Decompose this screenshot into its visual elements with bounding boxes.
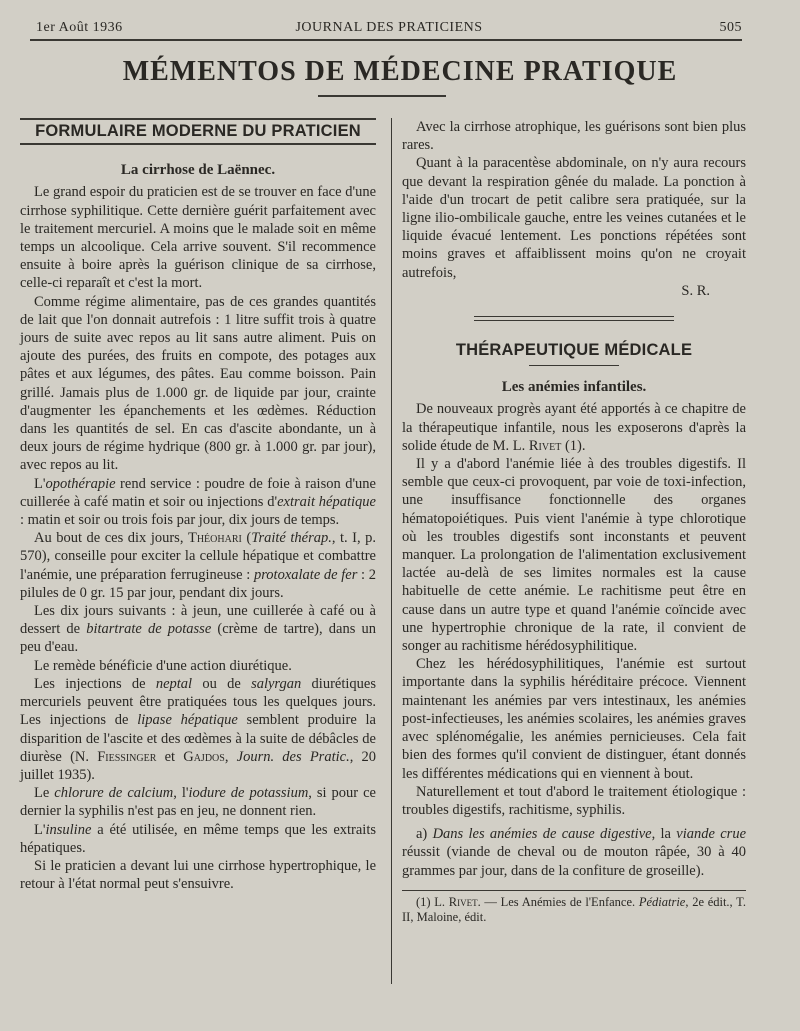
italic-term: bitartrate de potasse (86, 621, 212, 638)
signature: S. R. (681, 282, 710, 299)
author-name: Rivet (448, 894, 478, 909)
issue-date: 1er Août 1936 (36, 20, 123, 35)
author-name: Théohari (187, 530, 242, 547)
author-name: Gajdos (183, 748, 225, 765)
paragraph: L'opothérapie rend service : poudre de foie à raison d'une cuillerée à café matin et soir ou injections d'extrait hépatique : matin et soir ou trois fois par jour, dix jours de temps. (20, 475, 376, 529)
right-column (402, 118, 746, 925)
italic-term: opothérapie (45, 475, 116, 492)
paragraph: Le remède bénéficie d'une action diurétique. (34, 657, 292, 674)
italic-term: iodure de potassium (188, 785, 309, 802)
paragraph: Les injections de neptal ou de salyrgan diurétiques mercuriels peuvent être pratiquées tous les quelques jours. Les injections de lipase hépatique semblent produire la disparition de l'ascite et des œdèmes à la suite de débâcles de diurèse (N. Fiessinger et Gajdos, Journ. des Pratic., 20 juillet 1935). (20, 675, 377, 783)
paragraph: Il y a d'abord l'anémie liée à des troubles digestifs. Il semble que ceux-ci provoquent, par voie de toxi-infection, une insuffisance fonctionnelle des organes hématopoiétiques. Puis vient l'anémie à type chlorotique où les troubles digestifs sont inconstants et peuvent manquer. La prolongation de l'alimentation exclusivement lactée au-delà de ses limites normales est la cause habituelle de cette anémie. Le rachitisme peut être en cause dans un autre type et quand l'anémie coïncide avec une hypertrophie chronique de la rate, il convient de songer au rachitisme hérédosyphilitique. (402, 456, 746, 655)
header-rule (30, 39, 742, 41)
italic-term: viande crue (676, 826, 746, 843)
italic-term: extrait hépatique (277, 493, 376, 510)
paragraph: Le grand espoir du praticien est de se trouver en face d'une cirrhose syphilitique. Cette dernière guérit parfaitement avec le traitement mercuriel. A moins que le malade soit en même temps un alcoolique. Cela arrive souvent. S'il recommence ensuite à boire après la guérison clinique de sa cirrhose, celle-ci reparaît et c'est la mort. (20, 184, 376, 292)
italic-term: Journ. des Pratic. (236, 748, 350, 765)
paragraph: Au bout de ces dix jours, Théohari (Traité thérap., t. I, p. 570), conseille pour exciter la cellule hépatique et combattre l'anémie, une préparation ferrugineuse : protoxalate de fer : 2 pilules de 0 gr. 15 par jour, pendant dix jours. (20, 530, 377, 601)
italic-term: lipase hépatique (137, 712, 238, 729)
section-heading-formulaire: FORMULAIRE MODERNE DU PRATICIEN (20, 118, 376, 145)
article-subheading-cirrhose: La cirrhose de Laënnec. (120, 162, 276, 179)
paragraph: Le chlorure de calcium, l'iodure de potassium, si pour ce dernier la syphilis n'est pas en jeu, ne donnent rien. (20, 785, 376, 820)
italic-term: Pédiatrie (638, 894, 686, 909)
journal-name: JOURNAL DES PRATICIENS (295, 20, 483, 35)
left-column (20, 118, 376, 893)
paragraph: Les dix jours suivants : à jeun, une cuillerée à café ou à dessert de bitartrate de potasse (crème de tartre), dans un peu d'eau. (20, 603, 376, 656)
italic-term: protoxalate de fer (253, 566, 358, 583)
author-name: Fiessinger (97, 748, 157, 765)
footnote-rule (402, 890, 746, 891)
article-subheading-anemies: Les anémies infantiles. (501, 379, 647, 396)
title-rule (318, 95, 446, 97)
section-separator (474, 316, 674, 321)
paragraph: Avec la cirrhose atrophique, les guérisons sont bien plus rares. (402, 119, 746, 154)
column-divider (391, 118, 392, 984)
paragraph: Comme régime alimentaire, pas de ces grandes quantités de lait que l'on donnait autrefois : 1 litre suffit trois à quatre jours de suite avec repos au lit sans autre aliment. Puis on ajoute des purées, des fruits en compote, des potages aux pâtes et aux légumes, des pâtes. Eau comme boisson. Pain grillé. Jamais plus de 1.000 gr. de liquide par jour, crainte d'augmenter les épanchements et les œdèmes. Réduction dans les quantités de sel. En cas d'ascite abondante, un à deux jours de régime hydrique (800 gr. à 1.000 gr. par jour), avec repos au lit. (20, 293, 376, 474)
signature-line (402, 282, 746, 300)
paragraph: De nouveaux progrès ayant été apportés à ce chapitre de la thérapeutique infantile, nous les exposerons d'après la solide étude de M. L. Rivet (1). (402, 401, 746, 454)
italic-term: Traité thérap. (251, 530, 332, 547)
paragraph: Chez les hérédosyphilitiques, l'anémie est surtout importante dans la syphilis héréditaire précoce. Viennent maintenant les anémies par vers intestinaux, les anémies post-infectieuses, les anémies scolaires, les anémies graves avec splénomégalie, les anémies pernicieuses. Cela fait bien des formes qu'il convient de distinguer, étant donnés les différentes médications qui en viennent à bout. (402, 656, 746, 782)
heading-rule (529, 365, 619, 366)
italic-term: neptal (155, 675, 193, 692)
running-header (36, 20, 742, 38)
author-name: Rivet (528, 437, 562, 454)
italic-term: chlorure de calcium (54, 785, 174, 802)
paragraph: L'insuline a été utilisée, en même temps que les extraits hépatiques. (20, 821, 376, 856)
section-heading-therapeutique: THÉRAPEUTIQUE MÉDICALE (455, 341, 693, 360)
paragraph: a) Dans les anémies de cause digestive, la viande crue réussit (viande de cheval ou de mouton râpée, 30 à 40 grammes par jour, dans de la confiture de groseille). (402, 826, 746, 879)
paragraph: Quant à la paracentèse abdominale, on n'y aura recours que devant la respiration gênée du malade. La ponction à l'aide d'un trocart de petit calibre sera pratiquée, sur la ligne ilio-ombilicale gauche, entre les veines cutanées et le liquide évacué lentement. Les ponctions répétées sont moins graves et affaiblissent moins qu'on ne croyait autrefois, (402, 155, 746, 281)
paragraph: Naturellement et tout d'abord le traitement étiologique : troubles digestifs, rachitisme, syphilis. (402, 783, 746, 818)
paragraph: Si le praticien a devant lui une cirrhose hypertrophique, le retour à l'état normal peut s'ensuivre. (20, 857, 376, 893)
page-title: MÉMENTOS DE MÉDECINE PRATIQUE (122, 56, 678, 87)
page-number: 505 (719, 20, 742, 35)
footnote: (1) L. Rivet. — Les Anémies de l'Enfance. Pédiatrie, 2e édit., T. II, Maloine, édit. (402, 894, 746, 924)
italic-term: insuline (45, 821, 92, 838)
italic-term: Dans les anémies de cause digestive (432, 826, 652, 843)
italic-term: salyrgan (251, 675, 302, 692)
